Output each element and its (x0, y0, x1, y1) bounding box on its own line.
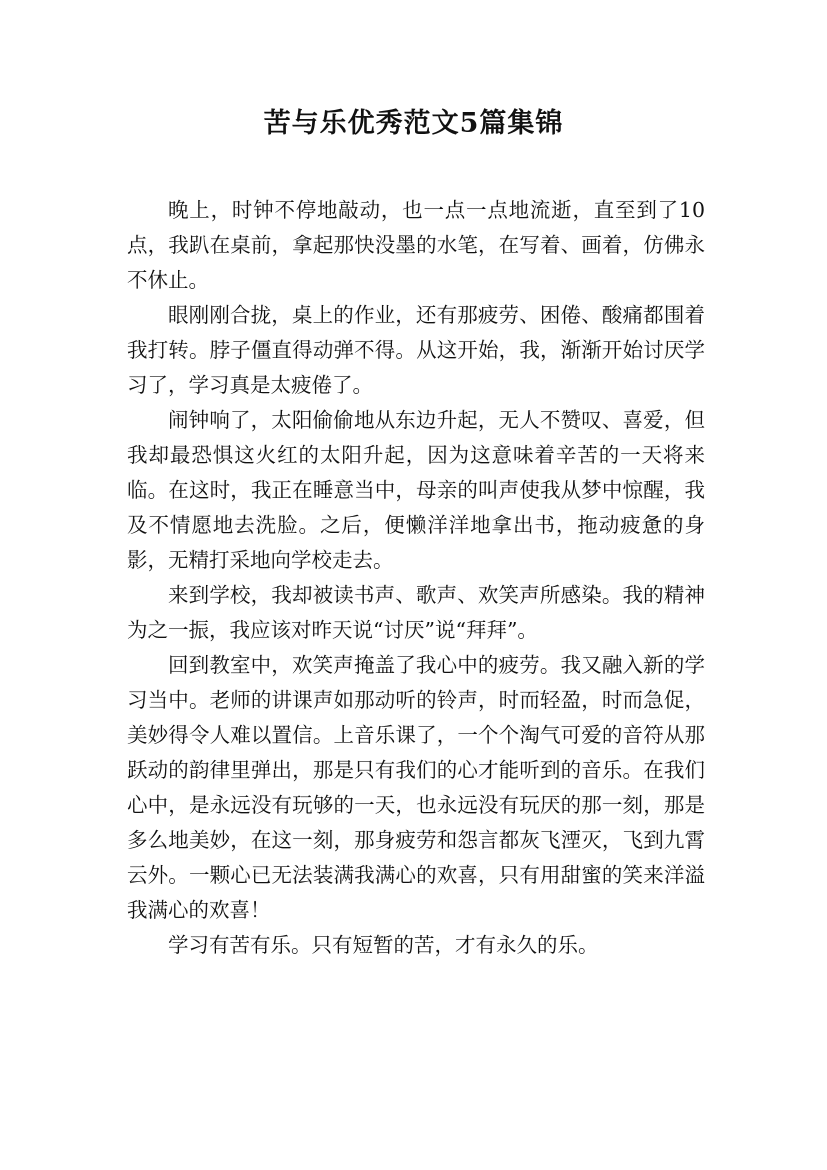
paragraph-1: 晚上，时钟不停地敲动，也一点一点地流逝，直至到了10点，我趴在桌前，拿起那快没墨的水笔，在写着、画着，仿佛永不休止。 (127, 198, 705, 292)
paragraph-2: 眼刚刚合拢，桌上的作业，还有那疲劳、困倦、酸痛都围着我打转。脖子僵直得动弹不得。从这开始，我，渐渐开始讨厌学习了，学习真是太疲倦了。 (127, 303, 705, 397)
document-title: 苦与乐优秀范文5篇集锦 (263, 108, 564, 139)
paragraph-6: 学习有苦有乐。只有短暂的苦，才有永久的乐。 (168, 933, 599, 957)
document-body (127, 193, 705, 963)
paragraph-3: 闹钟响了，太阳偷偷地从东边升起，无人不赞叹、喜爱，但我却最恐惧这火红的太阳升起，因为这意味着辛苦的一天将来临。在这时，我正在睡意当中，母亲的叫声使我从梦中惊醒，我及不情愿地去洗脸。之后，便懒洋洋地拿出书，拖动疲惫的身影，无精打采地向学校走去。 (127, 408, 705, 572)
paragraph-5: 回到教室中，欢笑声掩盖了我心中的疲劳。我又融入新的学习当中。老师的讲课声如那动听的铃声，时而轻盈，时而急促，美妙得令人难以置信。上音乐课了，一个个淘气可爱的音符从那跃动的韵律里弹出，那是只有我们的心才能听到的音乐。在我们心中，是永远没有玩够的一天，也永远没有玩厌的那一刻，那是多么地美妙，在这一刻，那身疲劳和怨言都灰飞湮灭，飞到九霄云外。一颗心已无法装满我满心的欢喜，只有用甜蜜的笑来洋溢我满心的欢喜！ (127, 653, 705, 922)
paragraph-4: 来到学校，我却被读书声、歌声、欢笑声所感染。我的精神为之一振，我应该对昨天说“讨厌”说“拜拜”。 (127, 583, 705, 642)
